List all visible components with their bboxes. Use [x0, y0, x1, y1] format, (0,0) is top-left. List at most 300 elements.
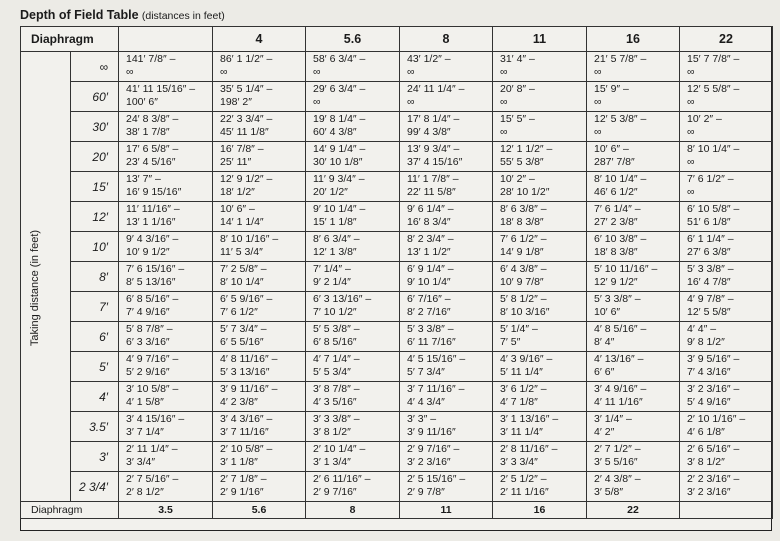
dof-range [587, 262, 679, 291]
dof-range [493, 322, 586, 351]
dof-cell [306, 232, 400, 262]
far-limit: 13′ 1 1/2″ [407, 246, 451, 258]
dof-cell [493, 322, 587, 352]
dof-range [306, 292, 399, 321]
dof-range [400, 292, 492, 321]
dof-cell [213, 262, 306, 292]
far-limit: ∞ [687, 156, 695, 168]
near-limit: 41′ 11 15/16″ – [126, 83, 196, 95]
dof-range [587, 472, 679, 501]
dof-range [306, 382, 399, 411]
far-limit: 23′ 4 5/16″ [126, 156, 176, 168]
dof-cell [680, 52, 773, 82]
far-limit: 4′ 3 5/16″ [313, 396, 357, 408]
dof-range [119, 112, 212, 141]
taking-distance: 4′ [71, 382, 119, 412]
dof-cell [587, 442, 680, 472]
near-limit: 7′ 6 1/2″ – [687, 173, 734, 185]
dof-cell [400, 262, 493, 292]
dof-cell [680, 382, 773, 412]
dof-range [680, 82, 772, 111]
dof-range [400, 112, 492, 141]
near-limit: 3′ 10 5/8″ – [126, 383, 179, 395]
dof-cell [400, 382, 493, 412]
near-limit: 4′ 7 1/4″ – [313, 353, 360, 365]
far-limit: 9′ 10 1/4″ [407, 276, 451, 288]
near-limit: 24′ 11 1/4″ – [407, 83, 465, 95]
far-limit: 18′ 8 3/8″ [594, 246, 638, 258]
far-limit: ∞ [407, 66, 415, 78]
far-limit: ∞ [500, 66, 508, 78]
dof-range [213, 352, 305, 381]
far-limit: 7′ 4 9/16″ [126, 306, 170, 318]
far-limit: 9′ 8 1/2″ [687, 336, 725, 348]
far-limit: 4′ 1 5/8″ [126, 396, 164, 408]
dof-cell [680, 262, 773, 292]
dof-cell [306, 262, 400, 292]
dof-cell [213, 52, 306, 82]
dof-cell [306, 82, 400, 112]
dof-cell [119, 112, 213, 142]
far-limit: 5′ 2 9/16″ [126, 366, 170, 378]
dof-range [587, 412, 679, 441]
far-limit: 3′ 8 1/2″ [313, 426, 351, 438]
dof-cell [119, 52, 213, 82]
near-limit: 2′ 4 3/8″ – [594, 473, 641, 485]
near-limit: 5′ 1/4″ – [500, 323, 538, 335]
dof-range [306, 52, 399, 81]
far-limit: 18′ 1/2″ [220, 186, 255, 198]
dof-cell [493, 52, 587, 82]
dof-cell [306, 442, 400, 472]
taking-distance: 3.5′ [71, 412, 119, 442]
far-limit: 8′ 4″ [594, 336, 615, 348]
far-limit: 5′ 11 1/4″ [500, 366, 543, 378]
near-limit: 141′ 7/8″ – [126, 53, 176, 65]
dof-cell [400, 322, 493, 352]
far-limit: 2′ 8 1/2″ [126, 486, 164, 498]
table-row [21, 382, 773, 412]
dof-range [119, 472, 212, 501]
dof-cell [119, 472, 213, 502]
dof-range [587, 442, 679, 471]
dof-range [213, 112, 305, 141]
dof-range [680, 442, 772, 471]
dof-range [400, 232, 492, 261]
dof-cell [587, 172, 680, 202]
dof-range [493, 112, 586, 141]
dof-cell [213, 82, 306, 112]
far-limit: 6′ 6″ [594, 366, 615, 378]
dof-cell [119, 232, 213, 262]
dof-range [493, 472, 586, 501]
dof-cell [493, 292, 587, 322]
dof-range [493, 262, 586, 291]
dof-cell [493, 112, 587, 142]
near-limit: 7′ 6 1/4″ – [594, 203, 641, 215]
dof-range [493, 352, 586, 381]
near-limit: 2′ 10 1/16″ – [687, 413, 746, 425]
near-limit: 2′ 5 15/16″ – [407, 473, 466, 485]
far-limit: 5′ 3 13/16″ [220, 366, 270, 378]
dof-cell [493, 172, 587, 202]
near-limit: 15′ 9″ – [594, 83, 629, 95]
far-limit: ∞ [220, 66, 228, 78]
header-aperture: 11 [493, 27, 587, 52]
near-limit: 2′ 5 1/2″ – [500, 473, 547, 485]
table-row [21, 232, 773, 262]
far-limit: 3′ 9 11/16″ [407, 426, 456, 438]
near-limit: 4′ 9 7/16″ – [126, 353, 179, 365]
near-limit: 8′ 6 3/8″ – [500, 203, 547, 215]
header-row [21, 27, 773, 52]
far-limit: 20′ 1/2″ [313, 186, 348, 198]
dof-cell [306, 322, 400, 352]
near-limit: 31′ 4″ – [500, 53, 535, 65]
dof-cell [587, 472, 680, 502]
table-row [21, 412, 773, 442]
dof-cell [400, 202, 493, 232]
far-limit: 16′ 9 15/16″ [126, 186, 182, 198]
far-limit: ∞ [594, 96, 602, 108]
dof-range [213, 292, 305, 321]
far-limit: 7′ 10 1/2″ [313, 306, 357, 318]
far-limit: 12′ 5 5/8″ [687, 306, 731, 318]
near-limit: 12′ 5 3/8″ – [594, 113, 647, 125]
far-limit: 28′ 10 1/2″ [500, 186, 550, 198]
dof-range [119, 172, 212, 201]
dof-cell [119, 442, 213, 472]
far-limit: ∞ [313, 96, 321, 108]
taking-distance: 6′ [71, 322, 119, 352]
header-diaphragm-label: Diaphragm [21, 27, 119, 52]
near-limit: 6′ 10 5/8″ – [687, 203, 740, 215]
far-limit: 12′ 9 1/2″ [594, 276, 638, 288]
dof-cell [400, 142, 493, 172]
far-limit: 60′ 4 3/8″ [313, 126, 357, 138]
dof-cell [119, 382, 213, 412]
dof-cell [306, 142, 400, 172]
dof-range [119, 292, 212, 321]
far-limit: 3′ 11 1/4″ [500, 426, 543, 438]
dof-range [493, 292, 586, 321]
dof-range [400, 472, 492, 501]
dof-range [119, 442, 212, 471]
dof-range [400, 352, 492, 381]
near-limit: 3′ 8 7/8″ – [313, 383, 360, 395]
far-limit: 13′ 1 1/16″ [126, 216, 176, 228]
near-limit: 17′ 6 5/8″ – [126, 143, 179, 155]
dof-cell [680, 82, 773, 112]
far-limit: 2′ 9 1/16″ [220, 486, 264, 498]
dof-cell [400, 232, 493, 262]
far-limit: 4′ 2″ [594, 426, 615, 438]
near-limit: 13′ 9 3/4″ – [407, 143, 460, 155]
dof-range [493, 82, 586, 111]
dof-range [493, 52, 586, 81]
dof-cell [213, 412, 306, 442]
dof-cell [213, 352, 306, 382]
dof-range [493, 172, 586, 201]
near-limit: 2′ 6 11/16″ – [313, 473, 371, 485]
near-limit: 2′ 8 11/16″ – [500, 443, 558, 455]
dof-range [680, 352, 772, 381]
table-row [21, 352, 773, 382]
dof-range [680, 52, 772, 81]
dof-range [587, 202, 679, 231]
dof-cell [680, 472, 773, 502]
dof-cell [587, 52, 680, 82]
dof-range [400, 262, 492, 291]
dof-cell [680, 322, 773, 352]
dof-range [213, 52, 305, 81]
dof-cell [213, 322, 306, 352]
dof-range [400, 172, 492, 201]
dof-cell [400, 112, 493, 142]
far-limit: 5′ 5 3/4″ [313, 366, 351, 378]
dof-range [400, 202, 492, 231]
dof-range [119, 142, 212, 171]
near-limit: 15′ 5″ – [500, 113, 535, 125]
near-limit: 24′ 8 3/8″ – [126, 113, 179, 125]
far-limit: 100′ 6″ [126, 96, 158, 108]
far-limit: 3′ 7 11/16″ [220, 426, 269, 438]
near-limit: 6′ 3 13/16″ – [313, 293, 372, 305]
dof-range [493, 142, 586, 171]
far-limit: 3′ 2 3/16″ [407, 456, 451, 468]
depth-of-field-table [20, 26, 773, 519]
near-limit: 3′ 1 13/16″ – [500, 413, 559, 425]
table-row [21, 292, 773, 322]
near-limit: 4′ 8 11/16″ – [220, 353, 278, 365]
axis-label-cell [21, 52, 71, 502]
dof-cell [119, 262, 213, 292]
dof-cell [400, 352, 493, 382]
dof-range [306, 442, 399, 471]
far-limit: ∞ [594, 126, 602, 138]
dof-range [680, 112, 772, 141]
near-limit: 8′ 10 1/4″ – [594, 173, 647, 185]
dof-range [493, 202, 586, 231]
footer-diaphragm-label: Diaphragm [21, 502, 119, 519]
near-limit: 3′ 9 11/16″ – [220, 383, 278, 395]
dof-range [306, 112, 399, 141]
dof-cell [587, 112, 680, 142]
dof-cell [680, 412, 773, 442]
dof-cell [306, 52, 400, 82]
dof-range [587, 292, 679, 321]
near-limit: 7′ 6 15/16″ – [126, 263, 185, 275]
dof-range [400, 412, 492, 441]
axis-label: Taking distance (in feet) [29, 229, 41, 347]
dof-cell [493, 202, 587, 232]
near-limit: 7′ 2 5/8″ – [220, 263, 267, 275]
near-limit: 3′ 6 1/2″ – [500, 383, 547, 395]
far-limit: 4′ 6 1/8″ [687, 426, 725, 438]
near-limit: 4′ 4″ – [687, 323, 717, 335]
dof-range [119, 52, 212, 81]
dof-range [680, 142, 772, 171]
dof-cell [587, 82, 680, 112]
dof-range [306, 322, 399, 351]
near-limit: 7′ 6 1/2″ – [500, 233, 547, 245]
near-limit: 3′ 2 3/16″ – [687, 383, 740, 395]
footer-aperture: 11 [400, 502, 493, 519]
far-limit: 2′ 11 1/16″ [500, 486, 549, 498]
far-limit: 3′ 5/8″ [594, 486, 624, 498]
dof-cell [119, 142, 213, 172]
dof-cell [119, 172, 213, 202]
near-limit: 22′ 3 3/4″ – [220, 113, 273, 125]
dof-range [493, 232, 586, 261]
dof-cell [306, 292, 400, 322]
far-limit: ∞ [500, 96, 508, 108]
near-limit: 8′ 10 1/4″ – [687, 143, 740, 155]
near-limit: 3′ 4 3/16″ – [220, 413, 273, 425]
dof-range [587, 82, 679, 111]
dof-range [493, 442, 586, 471]
table-row [21, 172, 773, 202]
near-limit: 9′ 6 1/4″ – [407, 203, 454, 215]
dof-cell [119, 292, 213, 322]
far-limit: 16′ 4 7/8″ [687, 276, 731, 288]
dof-cell [493, 442, 587, 472]
dof-range [680, 292, 772, 321]
dof-cell [493, 412, 587, 442]
dof-range [493, 382, 586, 411]
far-limit: 99′ 4 3/8″ [407, 126, 451, 138]
dof-cell [400, 82, 493, 112]
near-limit: 2′ 10 1/4″ – [313, 443, 366, 455]
taking-distance: 2 3/4′ [71, 472, 119, 502]
footer-aperture: 8 [306, 502, 400, 519]
far-limit: 14′ 1 1/4″ [220, 216, 264, 228]
near-limit: 2′ 9 7/16″ – [407, 443, 460, 455]
table-row [21, 322, 773, 352]
near-limit: 5′ 8 1/2″ – [500, 293, 547, 305]
dof-cell [587, 142, 680, 172]
far-limit: 38′ 1 7/8″ [126, 126, 170, 138]
near-limit: 4′ 13/16″ – [594, 353, 644, 365]
near-limit: 11′ 11/16″ – [126, 203, 180, 215]
near-limit: 3′ 3 3/8″ – [313, 413, 360, 425]
near-limit: 3′ 3″ – [407, 413, 437, 425]
far-limit: 6′ 3 3/16″ [126, 336, 170, 348]
far-limit: 8′ 10 1/4″ [220, 276, 264, 288]
dof-cell [213, 202, 306, 232]
far-limit: 7′ 4 3/16″ [687, 366, 731, 378]
dof-range [680, 472, 772, 501]
dof-cell [493, 232, 587, 262]
far-limit: 25′ 11″ [220, 156, 252, 168]
dof-cell [213, 112, 306, 142]
near-limit: 16′ 7/8″ – [220, 143, 264, 155]
far-limit: 5′ 4 9/16″ [687, 396, 731, 408]
near-limit: 4′ 5 15/16″ – [407, 353, 466, 365]
header-aperture: 5.6 [306, 27, 400, 52]
dof-range [213, 382, 305, 411]
far-limit: 16′ 8 3/4″ [407, 216, 451, 228]
dof-range [306, 262, 399, 291]
dof-range [680, 262, 772, 291]
far-limit: 3′ 2 3/16″ [687, 486, 731, 498]
near-limit: 5′ 3 3/8″ – [407, 323, 454, 335]
far-limit: ∞ [126, 66, 134, 78]
dof-cell [493, 352, 587, 382]
dof-range [400, 52, 492, 81]
dof-cell [400, 442, 493, 472]
dof-range [587, 112, 679, 141]
far-limit: 4′ 11 1/16″ [594, 396, 643, 408]
dof-range [400, 142, 492, 171]
dof-cell [587, 202, 680, 232]
taking-distance: 15′ [71, 172, 119, 202]
dof-range [587, 52, 679, 81]
dof-cell [587, 262, 680, 292]
far-limit: 10′ 9 1/2″ [126, 246, 170, 258]
near-limit: 10′ 2″ – [687, 113, 722, 125]
dof-range [119, 82, 212, 111]
dof-range [306, 412, 399, 441]
dof-range [119, 232, 212, 261]
table-row [21, 442, 773, 472]
footer-aperture: 5.6 [213, 502, 306, 519]
far-limit: 51′ 6 1/8″ [687, 216, 731, 228]
footer-aperture: 22 [587, 502, 680, 519]
taking-distance: 7′ [71, 292, 119, 322]
dof-cell [400, 172, 493, 202]
dof-range [680, 172, 772, 201]
near-limit: 2′ 6 5/16″ – [687, 443, 740, 455]
dof-cell [306, 412, 400, 442]
far-limit: 4′ 7 1/8″ [500, 396, 538, 408]
taking-distance: 12′ [71, 202, 119, 232]
near-limit: 10′ 6″ – [594, 143, 629, 155]
far-limit: 11′ 5 3/4″ [220, 246, 263, 258]
near-limit: 5′ 8 7/8″ – [126, 323, 173, 335]
far-limit: 2′ 9 7/16″ [313, 486, 357, 498]
table-row [21, 82, 773, 112]
dof-range [213, 442, 305, 471]
near-limit: 35′ 5 1/4″ – [220, 83, 273, 95]
near-limit: 3′ 4 9/16″ – [594, 383, 647, 395]
dof-range [306, 232, 399, 261]
dof-cell [680, 202, 773, 232]
far-limit: 45′ 11 1/8″ [220, 126, 269, 138]
footer-aperture [680, 502, 773, 519]
far-limit: 7′ 6 1/2″ [220, 306, 258, 318]
near-limit: 58′ 6 3/4″ – [313, 53, 366, 65]
dof-cell [119, 352, 213, 382]
table-title [20, 6, 225, 25]
dof-cell [680, 142, 773, 172]
footer-aperture: 3.5 [119, 502, 213, 519]
dof-range [119, 352, 212, 381]
dof-range [213, 322, 305, 351]
dof-range [587, 352, 679, 381]
near-limit: 11′ 1 7/8″ – [407, 173, 459, 185]
dof-range [680, 382, 772, 411]
dof-range [213, 472, 305, 501]
far-limit: 3′ 1 3/4″ [313, 456, 351, 468]
near-limit: 12′ 1 1/2″ – [500, 143, 553, 155]
far-limit: 8′ 2 7/16″ [407, 306, 451, 318]
far-limit: 8′ 10 3/16″ [500, 306, 550, 318]
far-limit: ∞ [687, 66, 695, 78]
near-limit: 2′ 2 3/16″ – [687, 473, 740, 485]
dof-range [119, 382, 212, 411]
dof-range [119, 202, 212, 231]
